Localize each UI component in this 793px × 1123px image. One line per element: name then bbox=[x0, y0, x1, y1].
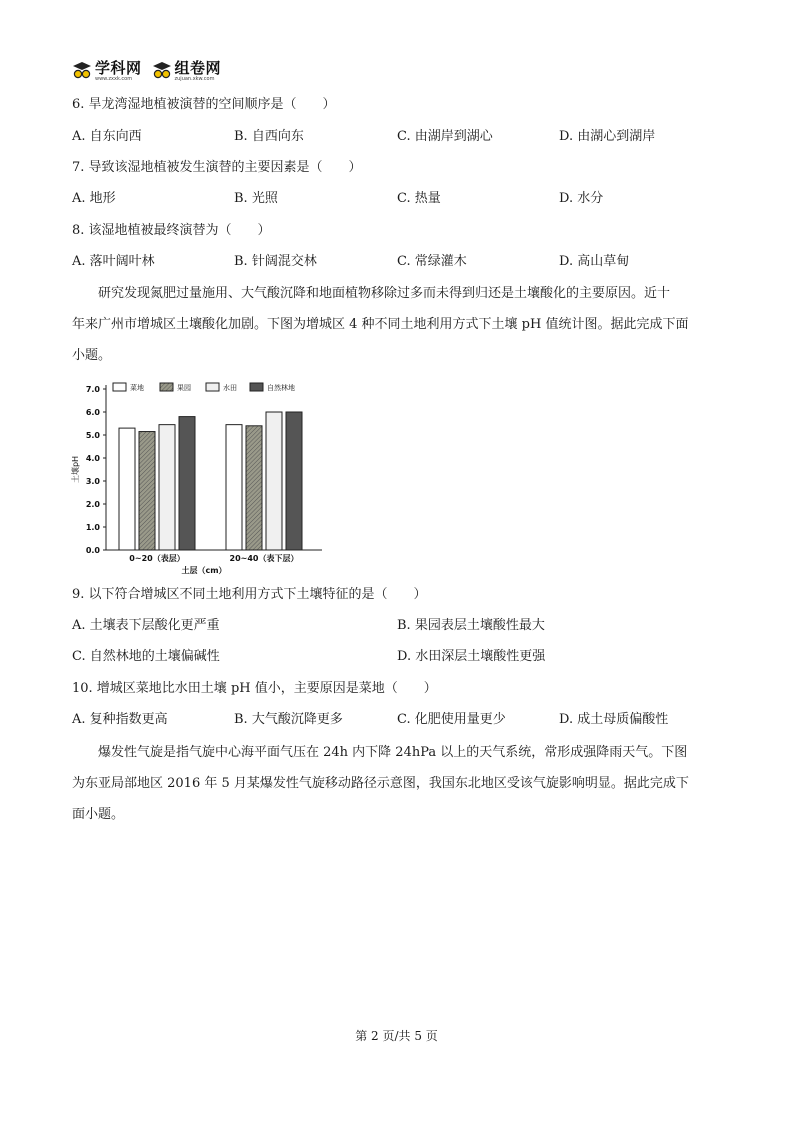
bar bbox=[286, 412, 302, 550]
legend-label: 自然林地 bbox=[267, 384, 295, 392]
question-9-option-d: D. 水田深层土壤酸性更强 bbox=[397, 649, 546, 664]
bar bbox=[159, 425, 175, 550]
passage-line: 爆发性气旋是指气旋中心海平面气压在 24h 内下降 24hPa 以上的天气系统，常形成强降雨天气。下图 bbox=[98, 745, 688, 760]
bar bbox=[119, 428, 135, 550]
legend-swatch bbox=[206, 383, 219, 391]
question-9-option-b: B. 果园表层土壤酸性最大 bbox=[397, 618, 545, 633]
legend-swatch bbox=[113, 383, 126, 391]
y-axis-label: 土壤pH bbox=[71, 455, 80, 484]
logo-zujuanwang bbox=[152, 58, 222, 82]
question-8-option-b: B. 针阔混交林 bbox=[234, 254, 317, 269]
logo-xuekewang bbox=[72, 58, 142, 82]
y-tick-label: 0.0 bbox=[85, 546, 100, 555]
question-6-option-a: A. 自东向西 bbox=[72, 129, 142, 144]
legend-label: 果园 bbox=[177, 384, 191, 392]
question-7-option-d: D. 水分 bbox=[559, 191, 604, 206]
question-8-option-a: A. 落叶阔叶林 bbox=[72, 254, 155, 269]
passage-line: 面小题。 bbox=[72, 807, 125, 822]
x-tick-label: 20~40（表下层） bbox=[229, 554, 299, 563]
page-number: 第 2 页/共 5 页 bbox=[355, 1029, 438, 1043]
y-tick-label: 4.0 bbox=[85, 454, 100, 463]
logo-name: 学科网 bbox=[95, 58, 142, 77]
bar bbox=[226, 425, 242, 550]
logo-url: zujuan.xkw.com bbox=[174, 75, 215, 82]
passage-line: 为东亚局部地区 2016 年 5 月某爆发性气旋移动路径示意图，我国东北地区受该气旋影响明显。据此完成下 bbox=[72, 776, 689, 791]
bar bbox=[179, 417, 195, 550]
y-tick-label: 5.0 bbox=[85, 431, 100, 440]
legend-swatch bbox=[250, 383, 263, 391]
passage-soil-acidification bbox=[72, 278, 724, 371]
bar bbox=[266, 412, 282, 550]
x-tick-label: 0~20（表层） bbox=[129, 554, 185, 563]
question-7-option-c: C. 热量 bbox=[397, 191, 441, 206]
passage-line: 研究发现氮肥过量施用、大气酸沉降和地面植物移除过多而未得到归还是土壤酸化的主要原因。近十 bbox=[98, 286, 671, 301]
passage-line: 年来广州市增城区土壤酸化加剧。下图为增城区 4 种不同土地利用方式下土壤 pH 值统计图。据此完成下面 bbox=[72, 317, 689, 332]
question-6-option-b: B. 自西向东 bbox=[234, 129, 304, 144]
soil-ph-bar-chart bbox=[70, 376, 330, 576]
legend-label: 菜地 bbox=[130, 384, 144, 392]
question-6-stem: 6. 旱龙湾湿地植被演替的空间顺序是（ ） bbox=[72, 97, 336, 112]
question-8-option-d: D. 高山草甸 bbox=[559, 254, 630, 269]
mortarboard-glasses-icon bbox=[152, 61, 172, 81]
y-tick-label: 3.0 bbox=[85, 477, 100, 486]
bar bbox=[246, 426, 262, 550]
legend-swatch bbox=[160, 383, 173, 391]
y-tick-label: 6.0 bbox=[85, 408, 100, 417]
question-8-option-c: C. 常绿灌木 bbox=[397, 254, 467, 269]
y-tick-label: 2.0 bbox=[85, 500, 100, 509]
passage-explosive-cyclone bbox=[72, 737, 724, 830]
question-8-stem: 8. 该湿地植被最终演替为（ ） bbox=[72, 223, 271, 238]
question-10-option-a: A. 复种指数更高 bbox=[72, 712, 168, 727]
question-9-option-a: A. 土壤表下层酸化更严重 bbox=[72, 618, 220, 633]
question-10-stem: 10. 增城区菜地比水田土壤 pH 值小，主要原因是菜地（ ） bbox=[72, 681, 437, 696]
question-6-option-c: C. 由湖岸到湖心 bbox=[397, 129, 493, 144]
question-9-stem: 9. 以下符合增城区不同土地利用方式下土壤特征的是（ ） bbox=[72, 587, 427, 602]
x-axis-label: 土层（cm） bbox=[181, 566, 227, 575]
header-logos bbox=[72, 60, 221, 82]
question-10-option-d: D. 成土母质偏酸性 bbox=[559, 712, 669, 727]
question-9-option-c: C. 自然林地的土壤偏碱性 bbox=[72, 649, 220, 664]
y-tick-label: 7.0 bbox=[85, 385, 100, 394]
question-6-option-d: D. 由湖心到湖岸 bbox=[559, 129, 656, 144]
question-7-option-b: B. 光照 bbox=[234, 191, 278, 206]
question-7-option-a: A. 地形 bbox=[72, 191, 116, 206]
bar bbox=[139, 432, 155, 550]
question-7-stem: 7. 导致该湿地植被发生演替的主要因素是（ ） bbox=[72, 160, 362, 175]
passage-line: 小题。 bbox=[72, 348, 112, 363]
question-10-option-b: B. 大气酸沉降更多 bbox=[234, 712, 343, 727]
mortarboard-glasses-icon bbox=[72, 61, 92, 81]
logo-name: 组卷网 bbox=[174, 58, 222, 77]
question-10-option-c: C. 化肥使用量更少 bbox=[397, 712, 506, 727]
legend-label: 水田 bbox=[223, 384, 237, 392]
y-tick-label: 1.0 bbox=[85, 523, 100, 532]
logo-url: www.zxxk.com bbox=[95, 75, 133, 82]
